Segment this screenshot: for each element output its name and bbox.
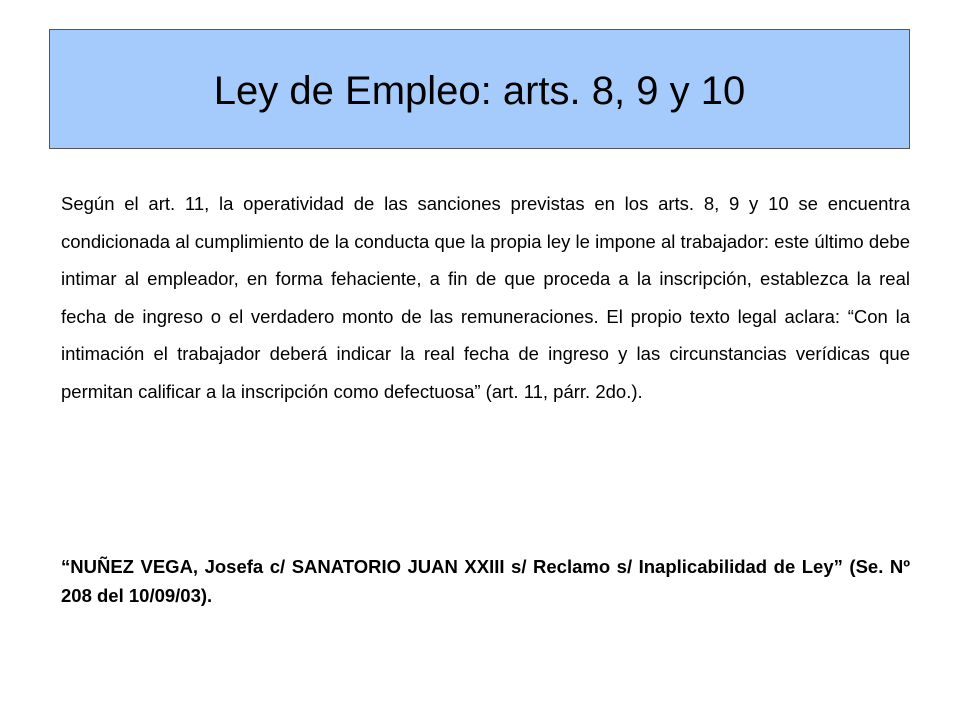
case-citation: “NUÑEZ VEGA, Josefa c/ SANATORIO JUAN XXIII s/ Reclamo s/ Inaplicabilidad de Ley” (Se. Nº 208 del 10/09/03). (61, 556, 910, 606)
body-paragraph: Según el art. 11, la operatividad de las sanciones previstas en los arts. 8, 9 y 10 se encuentra condicionada al cumplimiento de la conducta que la propia ley le impone al trabajador: este último debe intimar al empleador, en forma fehaciente, a fin de que proceda a la inscripción, establezca la real fecha de ingreso o el verdadero monto de las remuneraciones. El propio texto legal aclara: “Con la intimación el trabajador deberá indicar la real fecha de ingreso y las circunstancias verídicas que permitan calificar a la inscripción como defectuosa” (art. 11, párr. 2do.). (61, 193, 910, 402)
slide-title: Ley de Empleo: arts. 8, 9 y 10 (213, 69, 746, 113)
title-box (49, 29, 910, 149)
